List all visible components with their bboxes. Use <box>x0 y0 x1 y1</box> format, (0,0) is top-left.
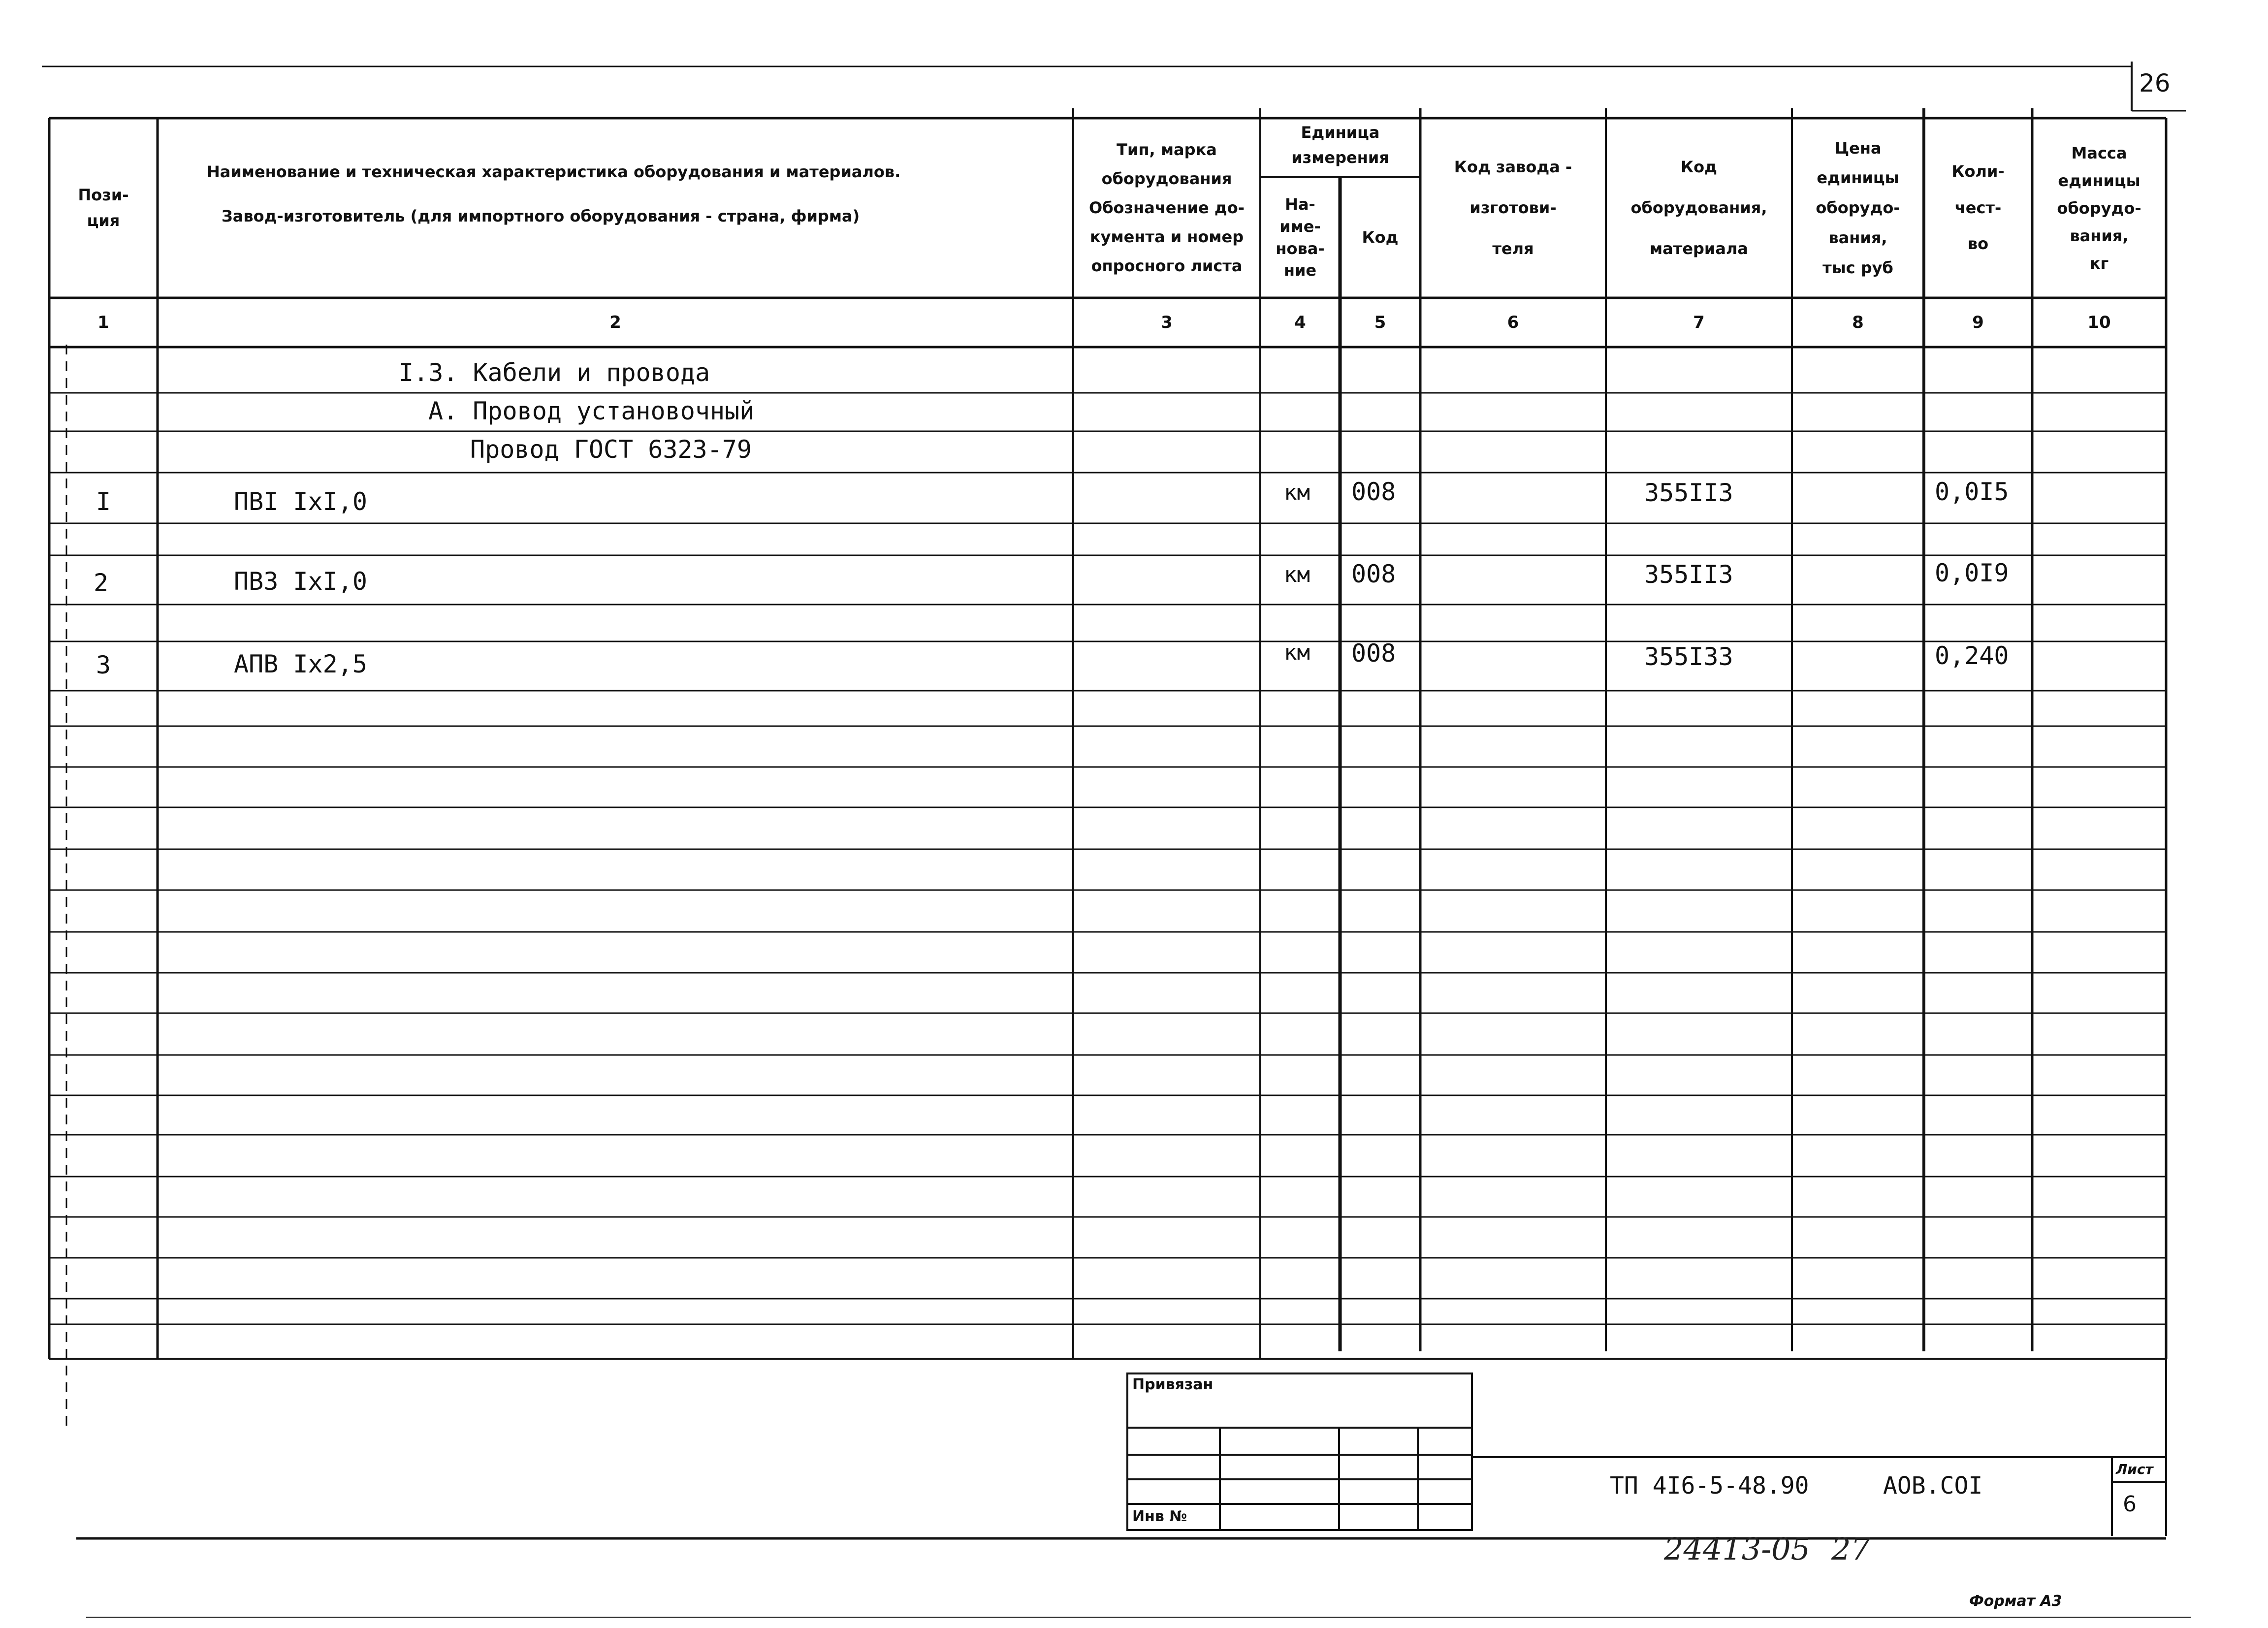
item-equipment-code: 355II3 <box>1644 560 1733 589</box>
document-suffix: АОВ.СОI <box>1883 1472 1983 1500</box>
item-name: АПВ Ix2,5 <box>234 650 367 678</box>
handwritten-number: 24413-05 <box>1664 1531 1811 1567</box>
column-number: 10 <box>2087 313 2111 332</box>
item-unit: км <box>1284 562 1310 587</box>
page-number: 26 <box>2139 69 2171 97</box>
header-name-cell <box>158 118 1073 298</box>
header-quantity: Коли- чест- во <box>1951 162 2005 254</box>
item-unit: км <box>1284 480 1310 505</box>
item-quantity: 0,0I5 <box>1935 478 2009 506</box>
column-number: 1 <box>97 313 109 332</box>
sheet-label: Лист <box>2116 1461 2153 1477</box>
column-number: 3 <box>1161 313 1173 332</box>
sheet-number: 6 <box>2123 1492 2137 1517</box>
header-type: Тип, марка оборудования Обозначение до- кумента и номер опросного листа <box>1089 140 1245 276</box>
item-quantity: 0,240 <box>1935 641 2009 670</box>
item-unit: км <box>1284 640 1310 665</box>
item-equipment-code: 355I33 <box>1644 642 1733 671</box>
column-number: 4 <box>1294 313 1306 332</box>
stamp-inventory-label: Инв № <box>1132 1508 1187 1525</box>
header-mass: Масса единицы оборудо- вания, кг <box>2057 143 2141 273</box>
item-unit-code: 008 <box>1351 560 1396 588</box>
column-number: 9 <box>1972 313 1984 332</box>
item-name: ПВI IxI,0 <box>234 487 367 516</box>
column-number: 8 <box>1852 313 1864 332</box>
section-standard: Провод ГОСТ 6323-79 <box>470 435 752 464</box>
header-factory-code: Код завода - изготови- теля <box>1454 157 1572 258</box>
handwritten-page: 27 <box>1831 1531 1870 1567</box>
item-position: I <box>96 487 111 516</box>
item-equipment-code: 355II3 <box>1644 479 1733 507</box>
header-name-line1: Наименование и техническая характеристика оборудования и материалов. <box>207 162 901 181</box>
item-position: 3 <box>96 651 111 679</box>
item-quantity: 0,0I9 <box>1935 559 2009 587</box>
header-name-line2: Завод-изготовитель (для импортного оборудования - страна, фирма) <box>222 207 860 225</box>
header-unit-group: Единица измерения <box>1291 123 1389 167</box>
column-number: 7 <box>1693 313 1705 332</box>
item-position: 2 <box>94 569 109 597</box>
column-number: 5 <box>1374 313 1386 332</box>
format-label: Формат А3 <box>1969 1593 2062 1610</box>
item-unit-code: 008 <box>1351 478 1396 506</box>
header-unit-name: На- име- нова- ние <box>1276 194 1325 280</box>
header-unit-code: Код <box>1362 227 1399 247</box>
stamp-attached-label: Привязан <box>1132 1376 1214 1393</box>
item-unit-code: 008 <box>1351 639 1396 668</box>
section-subtitle: А. Провод установочный <box>428 397 755 425</box>
column-number: 6 <box>1507 313 1519 332</box>
item-name: ПВЗ IxI,0 <box>234 567 367 596</box>
header-price: Цена единицы оборудо- вания, тыс руб <box>1816 138 1900 277</box>
header-equipment-code: Код оборудования, материала <box>1630 157 1767 258</box>
document-code: ТП 4I6-5-48.90 <box>1610 1472 1809 1500</box>
column-number: 2 <box>609 313 621 332</box>
header-position: Пози- ция <box>78 186 129 230</box>
section-title: I.3. Кабели и провода <box>399 358 710 387</box>
